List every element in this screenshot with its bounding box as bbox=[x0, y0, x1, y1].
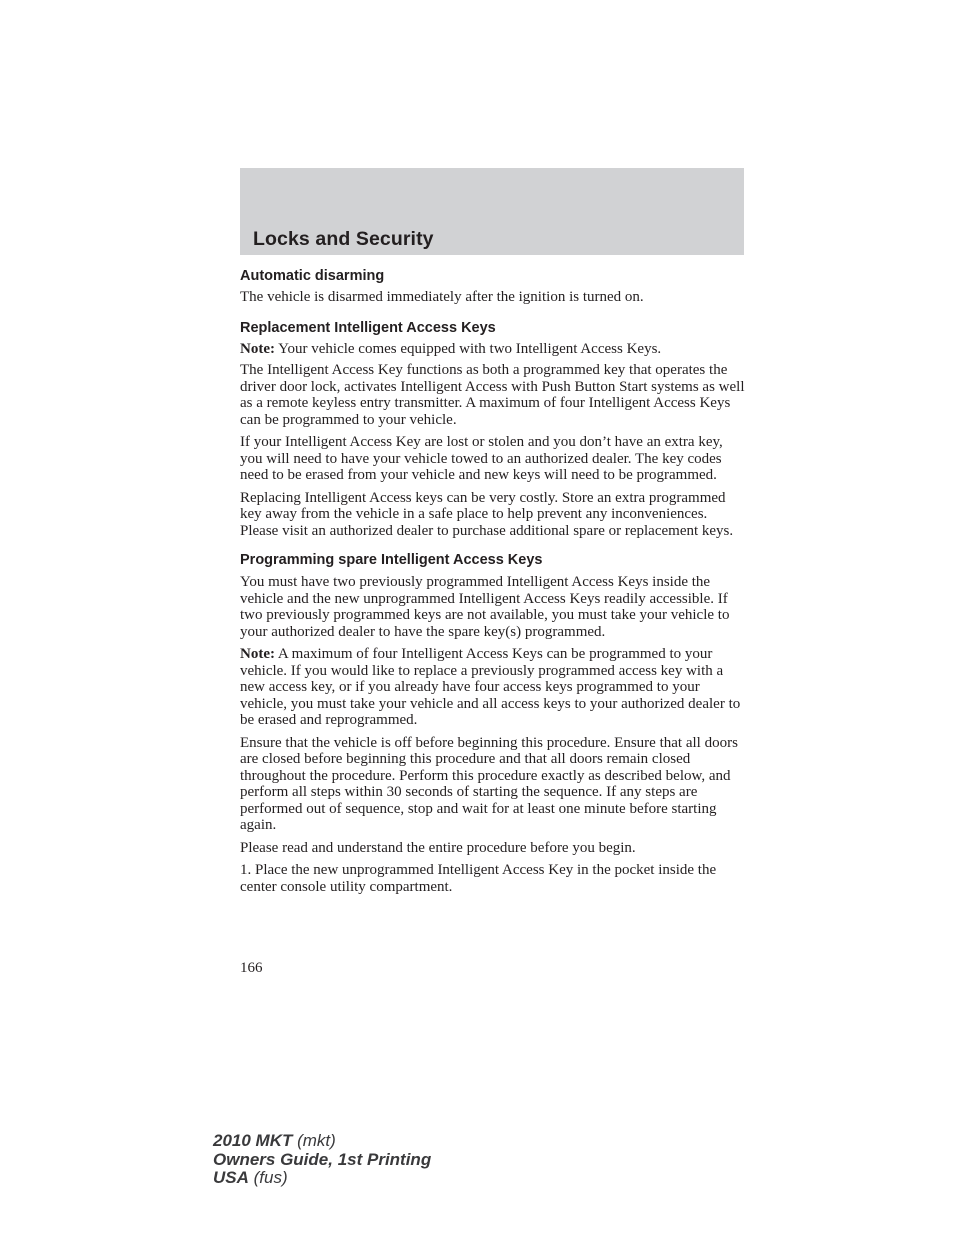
heading-programming-spare-keys: Programming spare Intelligent Access Keys bbox=[240, 552, 543, 568]
section-header-band bbox=[240, 168, 744, 255]
paragraph: The vehicle is disarmed immediately after the ignition is turned on. bbox=[240, 289, 644, 305]
note-paragraph bbox=[240, 646, 746, 729]
note-label: Note: bbox=[240, 646, 275, 662]
footer-market: USA bbox=[213, 1168, 249, 1187]
section-title: Locks and Security bbox=[253, 228, 434, 250]
paragraph: The Intelligent Access Key functions as both a programmed key that operates the driver door lock, activates Intelligent Access with Push Button Start systems as well as a remote keyless entry transmitter. A maximum of four Intelligent Access Keys can be programmed to your vehicle. bbox=[240, 362, 745, 428]
step-paragraph: 1. Place the new unprogrammed Intelligent Access Key in the pocket inside the center console utility compartment. bbox=[240, 862, 717, 895]
note-paragraph bbox=[240, 341, 746, 358]
page-number: 166 bbox=[240, 960, 263, 976]
paragraph: You must have two previously programmed Intelligent Access Keys inside the vehicle and the new unprogrammed Intelligent Access Keys readily accessible. If two previously programmed keys are not available, you must take your vehicle to your authorized dealer to have the spare key(s) programmed. bbox=[240, 574, 730, 640]
footer-line-guide bbox=[213, 1151, 431, 1170]
footer-line-model bbox=[213, 1132, 431, 1151]
footer-model: 2010 MKT bbox=[213, 1131, 293, 1150]
footer-market-code: (fus) bbox=[248, 1168, 288, 1187]
heading-replacement-keys: Replacement Intelligent Access Keys bbox=[240, 319, 496, 336]
paragraph: Ensure that the vehicle is off before beginning this procedure. Ensure that all doors are closed before beginning this procedure and that all doors remain closed throughout the procedure. Perform this procedure exactly as described below, and perform all steps within 30 seconds of starting the sequence. If any steps are performed out of sequence, stop and wait for at least one minute before starting again. bbox=[240, 734, 738, 833]
paragraph: Replacing Intelligent Access keys can be very costly. Store an extra programmed key away from the vehicle in a safe place to help prevent any inconveniences. Please visit an authorized dealer to purchase additional spare or replacement keys. bbox=[240, 489, 734, 539]
footer-guide: Owners Guide, 1st Printing bbox=[213, 1149, 432, 1169]
note-label: Note: bbox=[240, 340, 275, 357]
note-text: Your vehicle comes equipped with two Intelligent Access Keys. bbox=[274, 340, 662, 357]
note-text: A maximum of four Intelligent Access Keys can be programmed to your vehicle. If you would like to replace a previously programmed access key with a new access key, or if you already have four access keys programmed to your vehicle, you must take your vehicle and all access keys to your authorized dealer to be erased and reprogrammed. bbox=[240, 646, 741, 728]
footer-model-code: (mkt) bbox=[292, 1131, 336, 1150]
footer-line-market bbox=[213, 1169, 431, 1188]
heading-automatic-disarming: Automatic disarming bbox=[240, 268, 385, 284]
page-content bbox=[240, 266, 746, 895]
footer-print-info bbox=[213, 1132, 431, 1188]
paragraph: Please read and understand the entire procedure before you begin. bbox=[240, 839, 636, 856]
paragraph: If your Intelligent Access Key are lost or stolen and you don’t have an extra key, you will need to have your vehicle towed to an authorized dealer. The key codes need to be erased from your vehicle and new keys will need to be programmed. bbox=[240, 434, 723, 483]
